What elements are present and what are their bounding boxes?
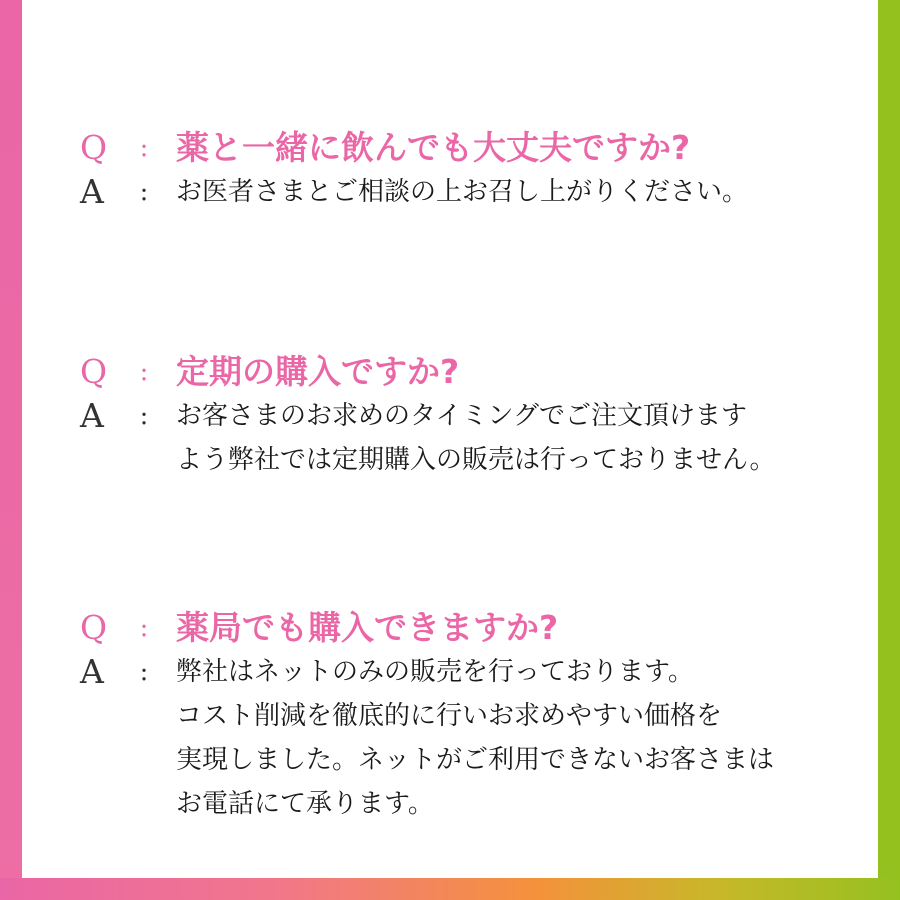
a-colon: : bbox=[139, 401, 149, 431]
a-marker: A bbox=[80, 652, 104, 691]
answer-line: コスト削減を徹底的に行いお求めやすい価格を bbox=[176, 701, 723, 731]
faq-item-2 bbox=[80, 350, 850, 482]
question-text: 薬局でも購入できますか? bbox=[176, 608, 559, 647]
question-text: 薬と一緒に飲んでも大丈夫ですか? bbox=[176, 128, 691, 167]
answer-line: 弊社はネットのみの販売を行っております。 bbox=[176, 657, 694, 687]
answer-text bbox=[164, 650, 774, 826]
q-colon: : bbox=[139, 357, 149, 387]
a-marker: A bbox=[80, 396, 104, 435]
q-marker: Q bbox=[80, 352, 108, 391]
answer-line: お医者さまとご相談の上お召し上がりください。 bbox=[176, 177, 749, 207]
frame-bottom-border bbox=[0, 878, 900, 900]
answer-text bbox=[164, 170, 748, 214]
q-colon: : bbox=[139, 133, 149, 163]
answer-line: お電話にて承ります。 bbox=[176, 789, 434, 819]
question-row bbox=[80, 606, 850, 650]
a-colon: : bbox=[139, 657, 149, 687]
a-marker: A bbox=[80, 172, 104, 211]
q-marker: Q bbox=[80, 128, 108, 167]
answer-line: よう弊社では定期購入の販売は行っておりません。 bbox=[176, 445, 776, 475]
frame-right-border bbox=[878, 0, 900, 900]
q-colon: : bbox=[139, 613, 149, 643]
answer-row bbox=[80, 394, 850, 482]
frame-left-border bbox=[0, 0, 22, 900]
answer-row bbox=[80, 650, 850, 826]
a-colon: : bbox=[139, 177, 149, 207]
faq-item-3 bbox=[80, 606, 850, 826]
answer-row bbox=[80, 170, 850, 214]
question-row bbox=[80, 126, 850, 170]
question-text: 定期の購入ですか? bbox=[176, 352, 460, 391]
question-row bbox=[80, 350, 850, 394]
faq-panel bbox=[22, 0, 878, 878]
answer-text bbox=[164, 394, 776, 482]
faq-item-1 bbox=[80, 126, 850, 214]
answer-line: 実現しました。ネットがご利用できないお客さまは bbox=[176, 745, 775, 775]
q-marker: Q bbox=[80, 608, 108, 647]
answer-line: お客さまのお求めのタイミングでご注文頂けます bbox=[176, 401, 747, 431]
